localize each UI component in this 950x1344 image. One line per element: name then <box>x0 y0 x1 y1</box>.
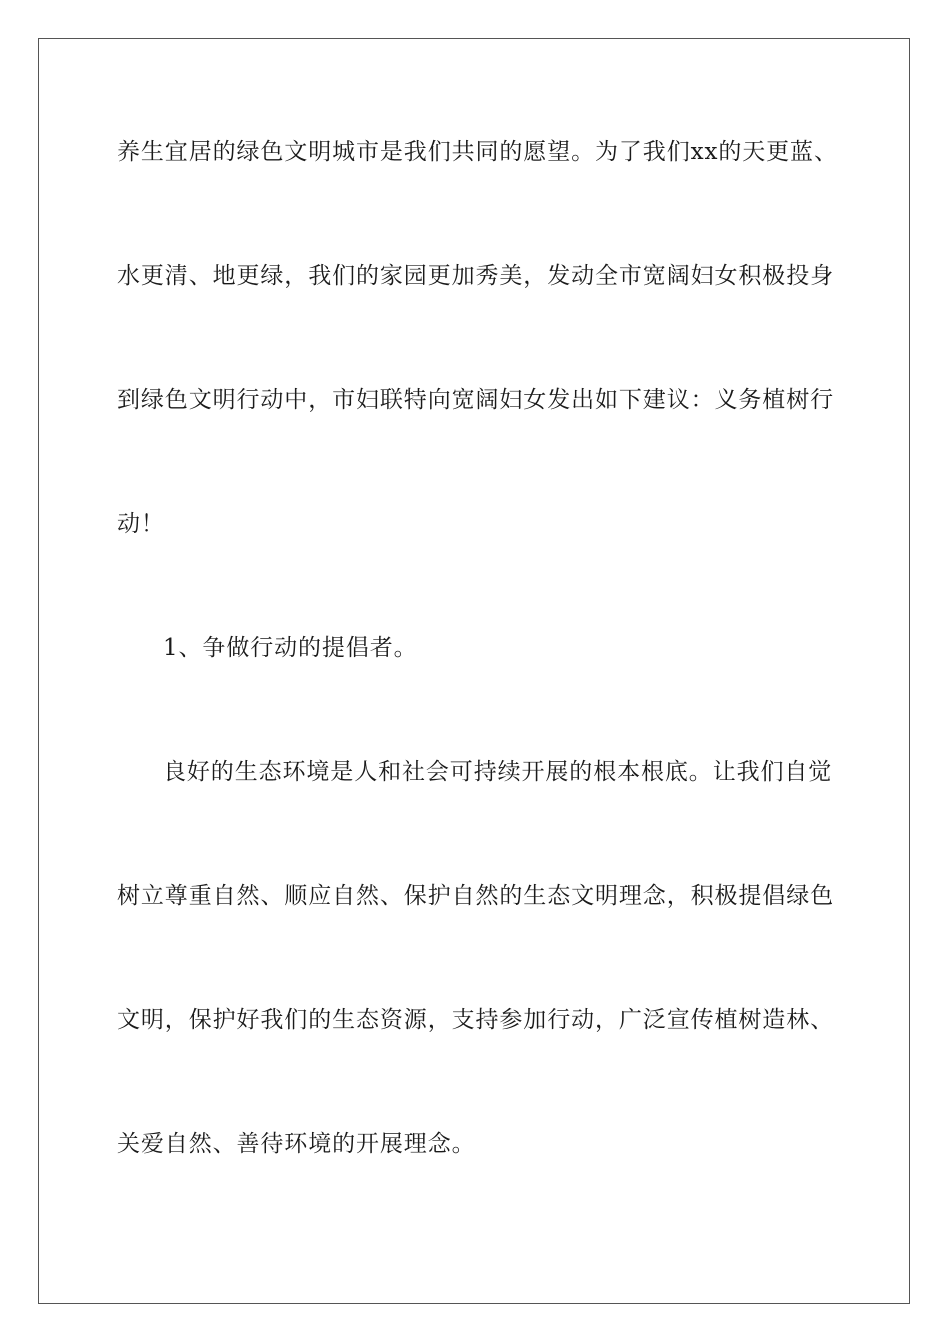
text-line-3: 到绿色文明行动中，市妇联特向宽阔妇女发出如下建议：义务植树行 <box>117 387 834 413</box>
text-line-8: 文明，保护好我们的生态资源，支持参加行动，广泛宣传植树造林、 <box>117 1007 834 1033</box>
page-frame <box>38 38 910 1304</box>
text-line-2: 水更清、地更绿，我们的家园更加秀美，发动全市宽阔妇女积极投身 <box>117 263 834 289</box>
text-line-6: 良好的生态环境是人和社会可持续开展的根本根底。让我们自觉 <box>163 759 833 785</box>
text-line-9: 关爱自然、善待环境的开展理念。 <box>117 1131 476 1157</box>
text-line-1: 养生宜居的绿色文明城市是我们共同的愿望。为了我们xx的天更蓝、 <box>117 139 838 165</box>
section-heading: 1、争做行动的提倡者。 <box>163 635 418 661</box>
text-line-7: 树立尊重自然、顺应自然、保护自然的生态文明理念，积极提倡绿色 <box>117 883 834 909</box>
text-line-4: 动！ <box>117 511 165 537</box>
